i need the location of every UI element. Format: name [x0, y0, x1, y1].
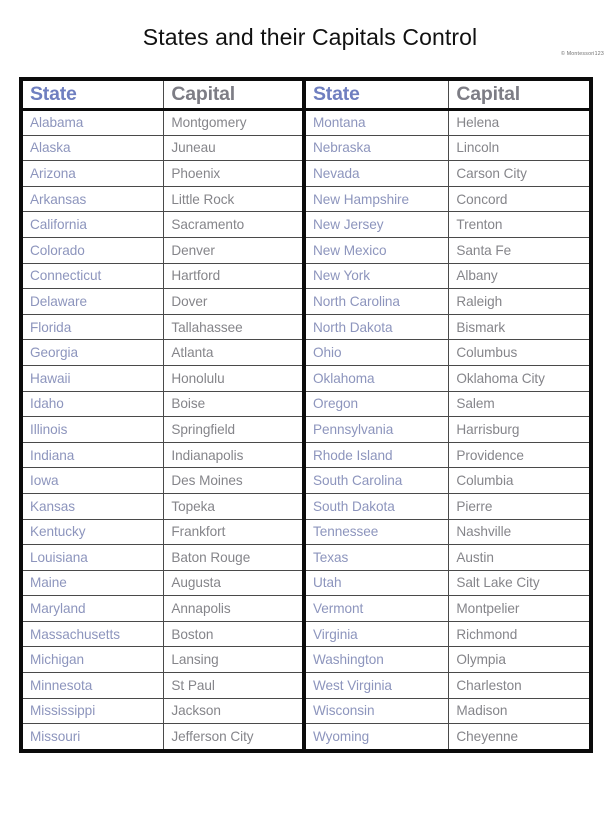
capital-cell: Austin [449, 545, 589, 571]
state-cell: Maine [23, 570, 164, 596]
header-capital-left: Capital [164, 81, 302, 110]
state-cell: South Carolina [306, 468, 449, 494]
table-row [23, 289, 302, 315]
table-row [23, 596, 302, 622]
capital-cell: Nashville [449, 519, 589, 545]
table-row [306, 519, 589, 545]
capital-cell: Dover [164, 289, 302, 315]
state-cell: Hawaii [23, 365, 164, 391]
capital-cell: Richmond [449, 621, 589, 647]
capital-cell: Charleston [449, 673, 589, 699]
capital-cell: Salt Lake City [449, 570, 589, 596]
table-row [306, 212, 589, 238]
state-cell: Delaware [23, 289, 164, 315]
capital-cell: Boise [164, 391, 302, 417]
table-row [23, 647, 302, 673]
capital-cell: Raleigh [449, 289, 589, 315]
state-cell: Idaho [23, 391, 164, 417]
table-row [23, 237, 302, 263]
capital-cell: Concord [449, 186, 589, 212]
capital-cell: Helena [449, 110, 589, 136]
table-row [23, 365, 302, 391]
table-row [23, 314, 302, 340]
table-row [306, 621, 589, 647]
capital-cell: Frankfort [164, 519, 302, 545]
state-cell: Virginia [306, 621, 449, 647]
table-row [23, 724, 302, 750]
capital-cell: Juneau [164, 135, 302, 161]
page-title: States and their Capitals Control [142, 24, 478, 50]
table-row [306, 417, 589, 443]
table-row [23, 417, 302, 443]
table-row [23, 263, 302, 289]
table-row [23, 442, 302, 468]
state-cell: Florida [23, 314, 164, 340]
capital-cell: Phoenix [164, 161, 302, 187]
right-table-body [306, 110, 589, 750]
state-cell: Alaska [23, 135, 164, 161]
state-cell: Massachusetts [23, 621, 164, 647]
state-cell: New Mexico [306, 237, 449, 263]
table-row [306, 263, 589, 289]
table-row [306, 596, 589, 622]
header-row-left [23, 81, 302, 110]
state-cell: Louisiana [23, 545, 164, 571]
table-row [306, 135, 589, 161]
state-cell: South Dakota [306, 493, 449, 519]
capital-cell: Springfield [164, 417, 302, 443]
state-cell: Ohio [306, 340, 449, 366]
capital-cell: Trenton [449, 212, 589, 238]
capital-cell: Albany [449, 263, 589, 289]
left-table-body [23, 110, 302, 750]
state-cell: Kansas [23, 493, 164, 519]
state-cell: Nebraska [306, 135, 449, 161]
capital-cell: Oklahoma City [449, 365, 589, 391]
state-cell: Wisconsin [306, 698, 449, 724]
table-row [306, 186, 589, 212]
table-row [306, 391, 589, 417]
capital-cell: Lansing [164, 647, 302, 673]
capital-cell: Denver [164, 237, 302, 263]
table-row [23, 698, 302, 724]
capital-cell: Jefferson City [164, 724, 302, 750]
state-cell: Utah [306, 570, 449, 596]
table-row [23, 493, 302, 519]
table-row [306, 442, 589, 468]
state-cell: Colorado [23, 237, 164, 263]
capital-cell: Atlanta [164, 340, 302, 366]
header-state-right: State [306, 81, 449, 110]
header-row-right [306, 81, 589, 110]
table-row [306, 289, 589, 315]
state-cell: Pennsylvania [306, 417, 449, 443]
capital-cell: Columbia [449, 468, 589, 494]
table-row [23, 186, 302, 212]
state-cell: Georgia [23, 340, 164, 366]
capital-cell: Harrisburg [449, 417, 589, 443]
state-cell: Minnesota [23, 673, 164, 699]
table-row [306, 237, 589, 263]
table-row [23, 519, 302, 545]
capital-cell: Santa Fe [449, 237, 589, 263]
table-row [23, 468, 302, 494]
header-state-left: State [23, 81, 164, 110]
table-row [306, 647, 589, 673]
title-bar [0, 23, 612, 55]
table-row [23, 545, 302, 571]
capital-cell: Des Moines [164, 468, 302, 494]
capital-cell: Indianapolis [164, 442, 302, 468]
capital-cell: Tallahassee [164, 314, 302, 340]
state-cell: Maryland [23, 596, 164, 622]
table-row [23, 212, 302, 238]
state-cell: New Jersey [306, 212, 449, 238]
table-row [306, 724, 589, 750]
capital-cell: Boston [164, 621, 302, 647]
state-cell: Illinois [23, 417, 164, 443]
table-row [306, 570, 589, 596]
state-cell: Arkansas [23, 186, 164, 212]
state-cell: Tennessee [306, 519, 449, 545]
capital-cell: Augusta [164, 570, 302, 596]
table-row [23, 135, 302, 161]
capital-cell: Montpelier [449, 596, 589, 622]
table-row [306, 468, 589, 494]
table-row [23, 340, 302, 366]
capital-cell: Cheyenne [449, 724, 589, 750]
capital-cell: Montgomery [164, 110, 302, 136]
state-cell: Kentucky [23, 519, 164, 545]
table-row [306, 365, 589, 391]
state-cell: Connecticut [23, 263, 164, 289]
table-row [306, 161, 589, 187]
capital-cell: Olympia [449, 647, 589, 673]
table-half-left [23, 81, 306, 749]
state-cell: Arizona [23, 161, 164, 187]
state-cell: Wyoming [306, 724, 449, 750]
right-grid [306, 81, 589, 749]
state-cell: Michigan [23, 647, 164, 673]
copyright-notice: © Montessori123 [560, 51, 604, 57]
capital-cell: Salem [449, 391, 589, 417]
table-row [306, 340, 589, 366]
state-cell: Indiana [23, 442, 164, 468]
state-cell: North Dakota [306, 314, 449, 340]
capital-cell: Pierre [449, 493, 589, 519]
capital-cell: Lincoln [449, 135, 589, 161]
header-capital-right: Capital [449, 81, 589, 110]
state-cell: West Virginia [306, 673, 449, 699]
capital-cell: Bismark [449, 314, 589, 340]
state-cell: Alabama [23, 110, 164, 136]
capital-cell: Jackson [164, 698, 302, 724]
table-row [23, 621, 302, 647]
capital-cell: Annapolis [164, 596, 302, 622]
state-cell: Mississippi [23, 698, 164, 724]
table-row [306, 673, 589, 699]
state-cell: New Hampshire [306, 186, 449, 212]
capital-cell: Carson City [449, 161, 589, 187]
table-row [23, 110, 302, 136]
capital-cell: Madison [449, 698, 589, 724]
capital-cell: Little Rock [164, 186, 302, 212]
state-cell: Vermont [306, 596, 449, 622]
table-row [306, 110, 589, 136]
table-row [306, 698, 589, 724]
capital-cell: Topeka [164, 493, 302, 519]
table-row [306, 493, 589, 519]
capital-cell: Providence [449, 442, 589, 468]
state-cell: Montana [306, 110, 449, 136]
capital-cell: Hartford [164, 263, 302, 289]
table-row [23, 673, 302, 699]
state-cell: North Carolina [306, 289, 449, 315]
states-capitals-table [19, 77, 593, 753]
table-row [23, 570, 302, 596]
capital-cell: Honolulu [164, 365, 302, 391]
state-cell: California [23, 212, 164, 238]
left-grid [23, 81, 302, 749]
state-cell: Rhode Island [306, 442, 449, 468]
table-row [306, 545, 589, 571]
state-cell: Missouri [23, 724, 164, 750]
state-cell: Texas [306, 545, 449, 571]
state-cell: Oregon [306, 391, 449, 417]
table-row [23, 391, 302, 417]
state-cell: Washington [306, 647, 449, 673]
table-half-right [306, 81, 589, 749]
capital-cell: St Paul [164, 673, 302, 699]
table-row [23, 161, 302, 187]
capital-cell: Baton Rouge [164, 545, 302, 571]
state-cell: New York [306, 263, 449, 289]
state-cell: Oklahoma [306, 365, 449, 391]
capital-cell: Sacramento [164, 212, 302, 238]
capital-cell: Columbus [449, 340, 589, 366]
state-cell: Iowa [23, 468, 164, 494]
state-cell: Nevada [306, 161, 449, 187]
table-row [306, 314, 589, 340]
